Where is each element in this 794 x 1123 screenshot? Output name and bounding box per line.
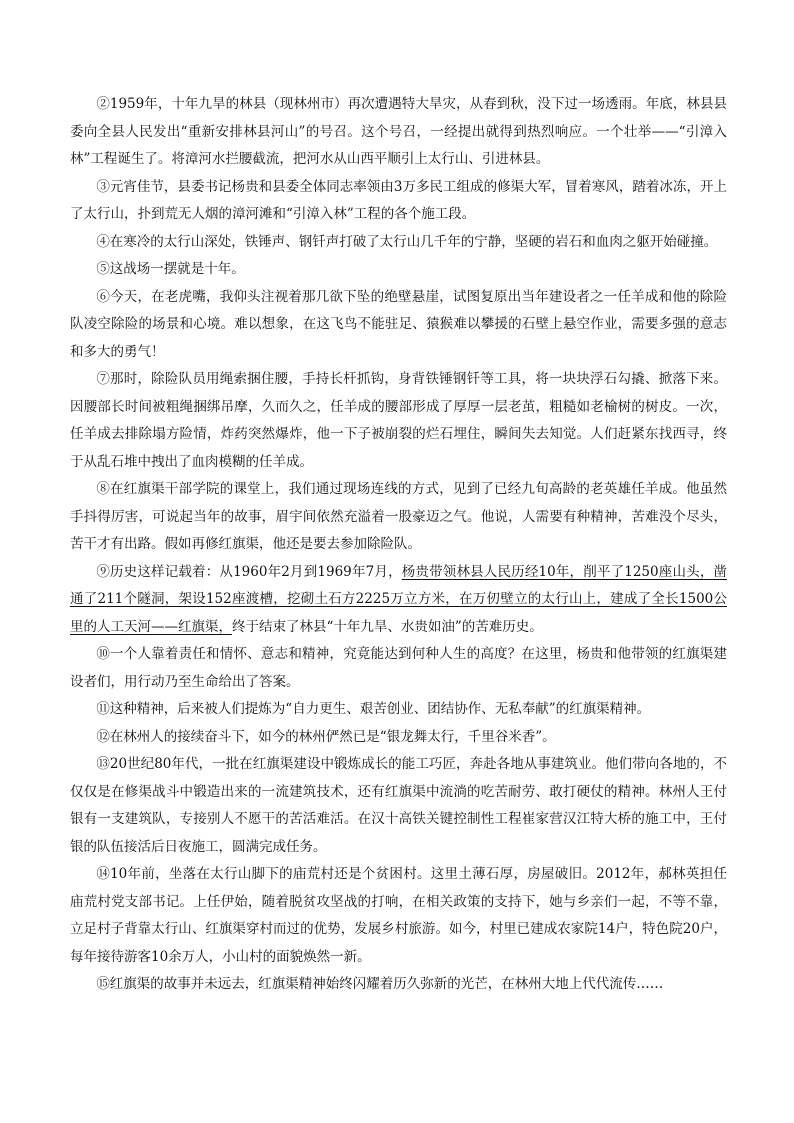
paragraph-9 <box>70 559 727 642</box>
paragraph-9-tail: 终于结束了林县“十年九旱、水贵如油”的苦难历史。 <box>232 618 543 635</box>
paragraph-4: ④在寒冷的太行山深处，铁锤声、钢钎声打破了太行山几千年的宁静，坚硬的岩石和血肉之躯开始碰撞。 <box>96 233 718 250</box>
paragraph-10: ⑩一个人靠着责任和情怀、意志和精神，究竟能达到何种人生的高度？在这里，杨贵和他带领的红旗渠建设者们，用行动乃至生命给出了答案。 <box>70 646 727 690</box>
paragraph-9-underlined-text: 杨贵带领林县人民历经10年，削平了1250座山头，凿通了211个隧洞，架设152座渡槽，挖砌土石方2225万立方米，在万仞壁立的太行山上，建成了全长1500公里的人工天河——红旗渠， <box>70 563 727 635</box>
paragraph-12: ⑫在林州人的接续奋斗下，如今的林州俨然已是“银龙舞太行，千里谷米香”。 <box>96 728 556 745</box>
paragraph-8: ⑧在红旗渠干部学院的课堂上，我们通过现场连线的方式，见到了已经九旬高龄的老英雄任羊成。他虽然手抖得厉害，可说起当年的故事，眉宇间依然充溢着一股豪迈之气。他说，人需要有种精神，苦难没个尽头，苦干才有出路。假如再修红旗渠，他还是要去参加除险队。 <box>70 481 727 552</box>
paragraph-14: ⑭10年前，坐落在太行山脚下的庙荒村还是个贫困村。这里土薄石厚，房屋破旧。2012年，郝林英担任庙荒村党支部书记。上任伊始，随着脱贫攻坚战的打响，在相关政策的支持下，她与乡亲们一起，不等不靠，立足村子背靠太行山、红旗渠穿村而过的优势，发展乡村旅游。如今，村里已建成农家院14户，特色院20户，每年接待游客10余万人，小山村的面貌焕然一新。 <box>70 866 727 965</box>
paragraph-7: ⑦那时，除险队员用绳索捆住腰，手持长杆抓钩，身背铁锤钢钎等工具，将一块块浮石勾撬、掀落下来。因腰部长时间被粗绳捆绑吊摩，久而久之，任羊成的腰部形成了厚厚一层老茧，粗糙如老榆树的树皮。一次，任羊成去排除塌方险情，炸药突然爆炸，他一下子被崩裂的烂石埋住，瞬间失去知觉。人们赶紧东找西寻，终于从乱石堆中拽出了血肉模糊的任羊成。 <box>70 371 727 470</box>
article-body <box>70 91 727 999</box>
paragraph-3: ③元宵佳节，县委书记杨贵和县委全体同志率领由3万多民工组成的修渠大军，冒着寒风，踏着冰冻，开上了太行山，扑到荒无人烟的漳河滩和“引漳入林”工程的各个施工段。 <box>70 178 727 222</box>
paragraph-5: ⑤这战场一摆就是十年。 <box>96 261 245 277</box>
paragraph-2: ②1959年，十年九旱的林县（现林州市）再次遭遇特大旱灾，从春到秋，没下过一场透雨。年底，林县县委向全县人民发出“重新安排林县河山”的号召。这个号召，一经提出就得到热烈响应。一个壮举——“引漳入林”工程诞生了。将漳河水拦腰截流，把河水从山西平顺引上太行山、引进林县。 <box>70 96 727 167</box>
paragraph-15: ⑮红旗渠的故事并未远去，红旗渠精神始终闪耀着历久弥新的光芒，在林州大地上代代流传…… <box>96 976 664 992</box>
paragraph-9-lead: ⑨历史这样记载着：从1960年2月到1969年7月， <box>96 563 402 580</box>
paragraph-11: ⑪这种精神，后来被人们提炼为“自力更生、艰苦创业、团结协作、无私奉献”的红旗渠精神。 <box>96 701 651 717</box>
paragraph-6: ⑥今天，在老虎嘴，我仰头注视着那几欲下坠的绝壁悬崖，试图复原出当年建设者之一任羊成和他的除险队凌空除险的场景和心境。难以想象，在这飞鸟不能驻足、猿猴难以攀援的石壁上悬空作业，需要多强的意志和多大的勇气！ <box>70 288 727 360</box>
paragraph-13: ⑬20世纪80年代，一批在红旗渠建设中锻炼成长的能工巧匠，奔赴各地从事建筑业。他们带向各地的，不仅仅是在修渠战斗中锻造出来的一流建筑技术，还有红旗渠中流淌的吃苦耐劳、敢打硬仗的精神。林州人王付银有一支建筑队，专接别人不愿干的苦活难活。在汉十高铁关键控制性工程崔家营汉江特大桥的施工中，王付银的队伍接活后日夜施工，圆满完成任务。 <box>70 756 727 855</box>
